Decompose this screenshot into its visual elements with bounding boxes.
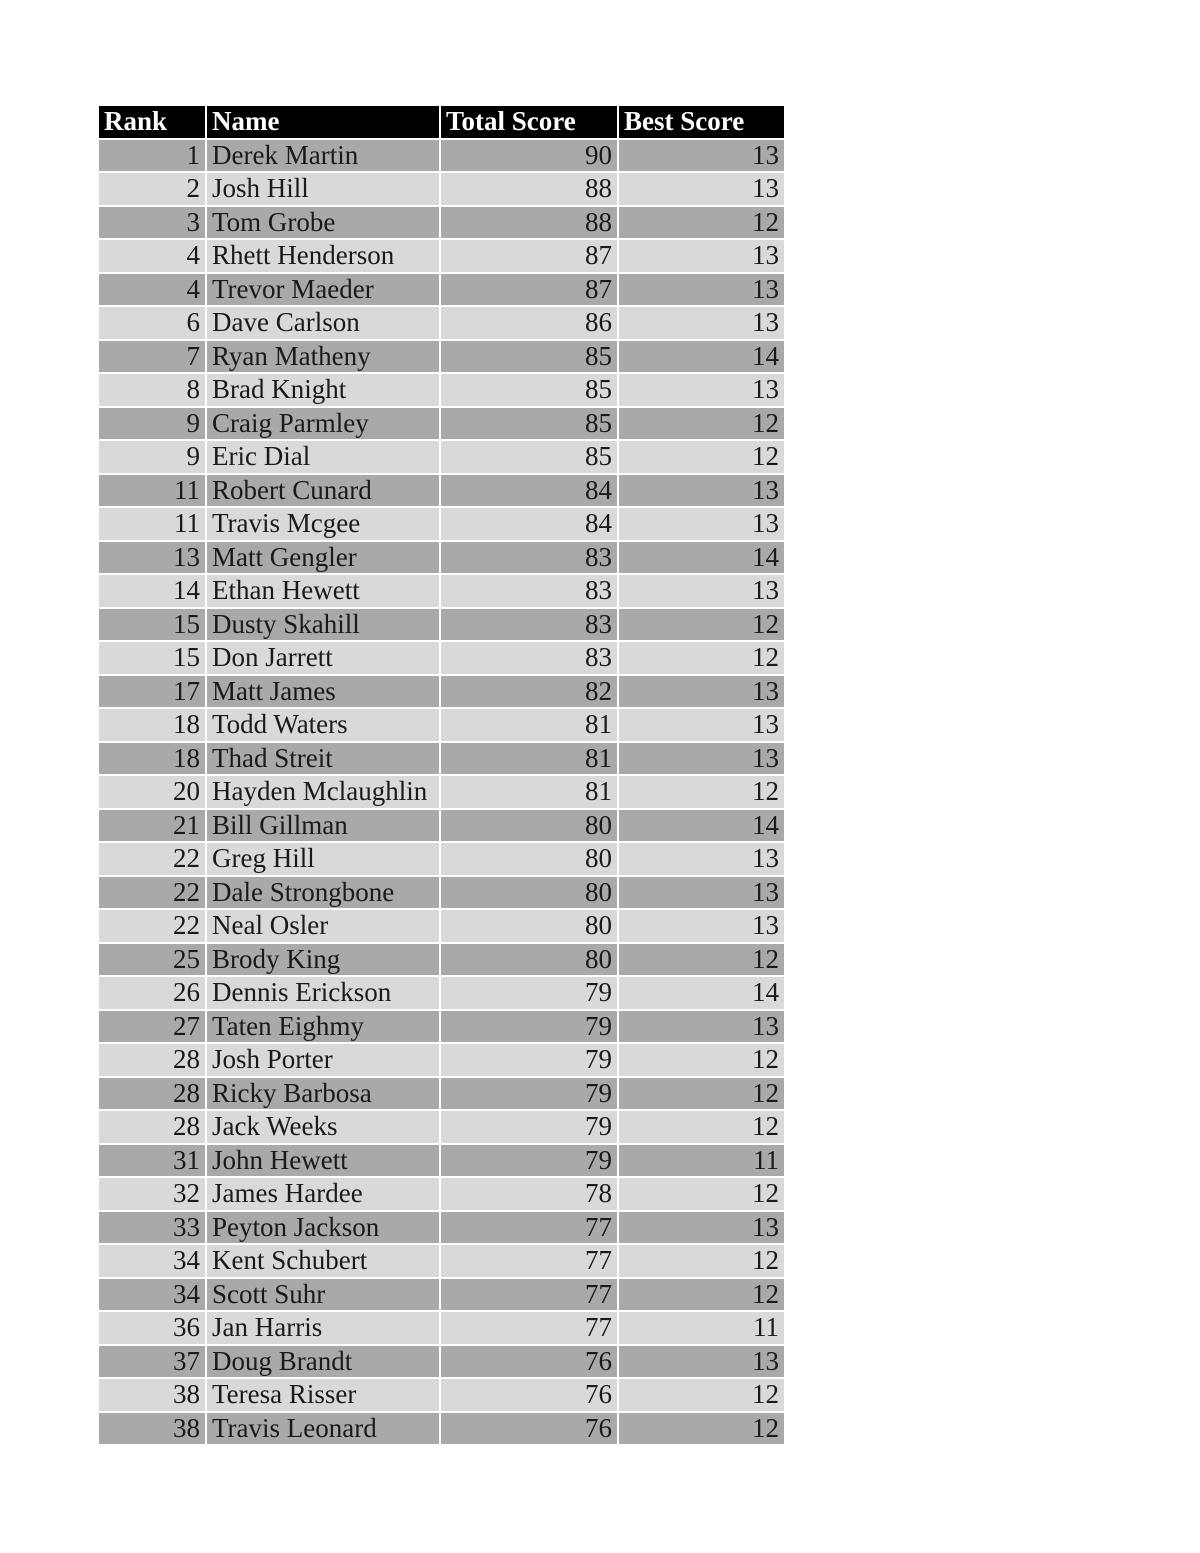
cell-total-score: 79 — [441, 1011, 617, 1043]
header-row — [99, 106, 784, 138]
cell-name: Dale Strongbone — [207, 877, 439, 909]
cell-total-score: 85 — [441, 408, 617, 440]
score-table — [97, 104, 786, 1446]
table-row — [99, 1078, 784, 1110]
cell-best-score: 13 — [619, 1346, 784, 1378]
cell-total-score: 79 — [441, 977, 617, 1009]
table-row — [99, 140, 784, 172]
cell-rank: 28 — [99, 1111, 205, 1143]
cell-name: Brody King — [207, 944, 439, 976]
cell-total-score: 88 — [441, 207, 617, 239]
cell-rank: 6 — [99, 307, 205, 339]
cell-best-score: 12 — [619, 1279, 784, 1311]
cell-best-score: 12 — [619, 944, 784, 976]
cell-rank: 3 — [99, 207, 205, 239]
cell-total-score: 81 — [441, 709, 617, 741]
table-row — [99, 307, 784, 339]
table-row — [99, 642, 784, 674]
cell-rank: 25 — [99, 944, 205, 976]
cell-name: Robert Cunard — [207, 475, 439, 507]
table-row — [99, 910, 784, 942]
table-row — [99, 1111, 784, 1143]
table-row — [99, 977, 784, 1009]
header-best-score: Best Score — [619, 106, 784, 138]
cell-total-score: 87 — [441, 274, 617, 306]
cell-rank: 37 — [99, 1346, 205, 1378]
table-row — [99, 475, 784, 507]
table-row — [99, 709, 784, 741]
cell-rank: 38 — [99, 1413, 205, 1445]
cell-total-score: 82 — [441, 676, 617, 708]
cell-rank: 36 — [99, 1312, 205, 1344]
header-name: Name — [207, 106, 439, 138]
table-row — [99, 341, 784, 373]
cell-best-score: 13 — [619, 173, 784, 205]
cell-total-score: 83 — [441, 542, 617, 574]
cell-name: Trevor Maeder — [207, 274, 439, 306]
cell-best-score: 12 — [619, 1245, 784, 1277]
cell-name: Tom Grobe — [207, 207, 439, 239]
table-row — [99, 441, 784, 473]
cell-best-score: 13 — [619, 274, 784, 306]
table-header — [99, 106, 784, 138]
cell-name: Hayden Mclaughlin — [207, 776, 439, 808]
cell-rank: 2 — [99, 173, 205, 205]
cell-best-score: 12 — [619, 1044, 784, 1076]
cell-best-score: 13 — [619, 743, 784, 775]
cell-rank: 4 — [99, 240, 205, 272]
cell-best-score: 12 — [619, 1111, 784, 1143]
header-rank: Rank — [99, 106, 205, 138]
cell-name: Ricky Barbosa — [207, 1078, 439, 1110]
cell-rank: 18 — [99, 709, 205, 741]
table-row — [99, 676, 784, 708]
cell-rank: 18 — [99, 743, 205, 775]
cell-total-score: 84 — [441, 475, 617, 507]
cell-best-score: 13 — [619, 475, 784, 507]
cell-rank: 15 — [99, 609, 205, 641]
cell-best-score: 12 — [619, 609, 784, 641]
cell-rank: 15 — [99, 642, 205, 674]
cell-best-score: 13 — [619, 140, 784, 172]
cell-rank: 20 — [99, 776, 205, 808]
cell-rank: 33 — [99, 1212, 205, 1244]
table-row — [99, 1346, 784, 1378]
cell-total-score: 79 — [441, 1078, 617, 1110]
cell-best-score: 12 — [619, 408, 784, 440]
cell-best-score: 12 — [619, 642, 784, 674]
table-row — [99, 843, 784, 875]
cell-name: James Hardee — [207, 1178, 439, 1210]
cell-name: Brad Knight — [207, 374, 439, 406]
cell-name: Taten Eighmy — [207, 1011, 439, 1043]
cell-name: Scott Suhr — [207, 1279, 439, 1311]
cell-total-score: 80 — [441, 910, 617, 942]
cell-best-score: 13 — [619, 374, 784, 406]
cell-name: Bill Gillman — [207, 810, 439, 842]
table-row — [99, 1312, 784, 1344]
cell-best-score: 13 — [619, 575, 784, 607]
cell-name: Matt Gengler — [207, 542, 439, 574]
cell-total-score: 77 — [441, 1245, 617, 1277]
cell-best-score: 11 — [619, 1145, 784, 1177]
table-row — [99, 1245, 784, 1277]
table-row — [99, 1279, 784, 1311]
table-row — [99, 173, 784, 205]
cell-total-score: 85 — [441, 341, 617, 373]
cell-best-score: 13 — [619, 508, 784, 540]
cell-name: John Hewett — [207, 1145, 439, 1177]
cell-best-score: 13 — [619, 910, 784, 942]
cell-rank: 1 — [99, 140, 205, 172]
table-row — [99, 374, 784, 406]
cell-total-score: 80 — [441, 944, 617, 976]
cell-rank: 26 — [99, 977, 205, 1009]
table-row — [99, 1044, 784, 1076]
cell-best-score: 12 — [619, 1178, 784, 1210]
cell-best-score: 14 — [619, 542, 784, 574]
cell-rank: 28 — [99, 1078, 205, 1110]
cell-total-score: 83 — [441, 575, 617, 607]
cell-total-score: 88 — [441, 173, 617, 205]
cell-rank: 9 — [99, 408, 205, 440]
cell-name: Peyton Jackson — [207, 1212, 439, 1244]
cell-best-score: 12 — [619, 776, 784, 808]
cell-rank: 13 — [99, 542, 205, 574]
cell-rank: 34 — [99, 1279, 205, 1311]
cell-name: Craig Parmley — [207, 408, 439, 440]
cell-rank: 8 — [99, 374, 205, 406]
cell-best-score: 13 — [619, 307, 784, 339]
cell-rank: 21 — [99, 810, 205, 842]
cell-best-score: 13 — [619, 709, 784, 741]
table-row — [99, 1212, 784, 1244]
cell-name: Todd Waters — [207, 709, 439, 741]
cell-total-score: 78 — [441, 1178, 617, 1210]
cell-total-score: 77 — [441, 1279, 617, 1311]
cell-name: Eric Dial — [207, 441, 439, 473]
cell-name: Travis Mcgee — [207, 508, 439, 540]
cell-name: Thad Streit — [207, 743, 439, 775]
cell-rank: 32 — [99, 1178, 205, 1210]
cell-name: Don Jarrett — [207, 642, 439, 674]
cell-total-score: 79 — [441, 1044, 617, 1076]
table-row — [99, 1011, 784, 1043]
cell-name: Teresa Risser — [207, 1379, 439, 1411]
cell-best-score: 14 — [619, 977, 784, 1009]
table-row — [99, 810, 784, 842]
cell-name: Dave Carlson — [207, 307, 439, 339]
cell-name: Dusty Skahill — [207, 609, 439, 641]
cell-best-score: 11 — [619, 1312, 784, 1344]
cell-name: Rhett Henderson — [207, 240, 439, 272]
cell-total-score: 80 — [441, 843, 617, 875]
cell-name: Jack Weeks — [207, 1111, 439, 1143]
cell-rank: 14 — [99, 575, 205, 607]
table-row — [99, 575, 784, 607]
cell-name: Matt James — [207, 676, 439, 708]
cell-rank: 4 — [99, 274, 205, 306]
cell-best-score: 12 — [619, 1379, 784, 1411]
cell-best-score: 13 — [619, 676, 784, 708]
cell-rank: 11 — [99, 508, 205, 540]
table-row — [99, 1413, 784, 1445]
cell-name: Neal Osler — [207, 910, 439, 942]
cell-total-score: 77 — [441, 1212, 617, 1244]
cell-best-score: 14 — [619, 341, 784, 373]
cell-total-score: 83 — [441, 642, 617, 674]
cell-total-score: 85 — [441, 441, 617, 473]
cell-total-score: 86 — [441, 307, 617, 339]
cell-best-score: 13 — [619, 877, 784, 909]
cell-name: Derek Martin — [207, 140, 439, 172]
cell-total-score: 80 — [441, 810, 617, 842]
cell-total-score: 79 — [441, 1111, 617, 1143]
cell-total-score: 76 — [441, 1379, 617, 1411]
table-row — [99, 1379, 784, 1411]
cell-name: Kent Schubert — [207, 1245, 439, 1277]
cell-total-score: 85 — [441, 374, 617, 406]
cell-best-score: 13 — [619, 240, 784, 272]
cell-best-score: 12 — [619, 1078, 784, 1110]
table-row — [99, 776, 784, 808]
table-row — [99, 1178, 784, 1210]
cell-rank: 22 — [99, 910, 205, 942]
table-row — [99, 609, 784, 641]
cell-rank: 22 — [99, 877, 205, 909]
cell-rank: 7 — [99, 341, 205, 373]
cell-total-score: 77 — [441, 1312, 617, 1344]
cell-best-score: 12 — [619, 1413, 784, 1445]
table-row — [99, 408, 784, 440]
cell-name: Greg Hill — [207, 843, 439, 875]
cell-best-score: 13 — [619, 1011, 784, 1043]
cell-rank: 28 — [99, 1044, 205, 1076]
table-row — [99, 240, 784, 272]
table-row — [99, 542, 784, 574]
cell-rank: 11 — [99, 475, 205, 507]
table-row — [99, 877, 784, 909]
cell-total-score: 87 — [441, 240, 617, 272]
cell-name: Josh Hill — [207, 173, 439, 205]
cell-best-score: 13 — [619, 843, 784, 875]
cell-name: Dennis Erickson — [207, 977, 439, 1009]
cell-total-score: 81 — [441, 776, 617, 808]
cell-rank: 38 — [99, 1379, 205, 1411]
cell-rank: 22 — [99, 843, 205, 875]
table-row — [99, 1145, 784, 1177]
cell-name: Ethan Hewett — [207, 575, 439, 607]
cell-name: Ryan Matheny — [207, 341, 439, 373]
cell-name: Josh Porter — [207, 1044, 439, 1076]
table-body — [99, 140, 784, 1445]
cell-best-score: 13 — [619, 1212, 784, 1244]
cell-name: Jan Harris — [207, 1312, 439, 1344]
cell-total-score: 83 — [441, 609, 617, 641]
header-total-score: Total Score — [441, 106, 617, 138]
cell-total-score: 90 — [441, 140, 617, 172]
cell-total-score: 81 — [441, 743, 617, 775]
cell-rank: 31 — [99, 1145, 205, 1177]
cell-rank: 27 — [99, 1011, 205, 1043]
cell-total-score: 80 — [441, 877, 617, 909]
cell-rank: 9 — [99, 441, 205, 473]
cell-rank: 17 — [99, 676, 205, 708]
cell-name: Doug Brandt — [207, 1346, 439, 1378]
cell-best-score: 12 — [619, 207, 784, 239]
cell-total-score: 79 — [441, 1145, 617, 1177]
cell-best-score: 12 — [619, 441, 784, 473]
table-row — [99, 944, 784, 976]
cell-total-score: 84 — [441, 508, 617, 540]
cell-rank: 34 — [99, 1245, 205, 1277]
cell-name: Travis Leonard — [207, 1413, 439, 1445]
cell-total-score: 76 — [441, 1346, 617, 1378]
cell-best-score: 14 — [619, 810, 784, 842]
cell-total-score: 76 — [441, 1413, 617, 1445]
table-row — [99, 743, 784, 775]
table-row — [99, 274, 784, 306]
table-row — [99, 207, 784, 239]
table-row — [99, 508, 784, 540]
